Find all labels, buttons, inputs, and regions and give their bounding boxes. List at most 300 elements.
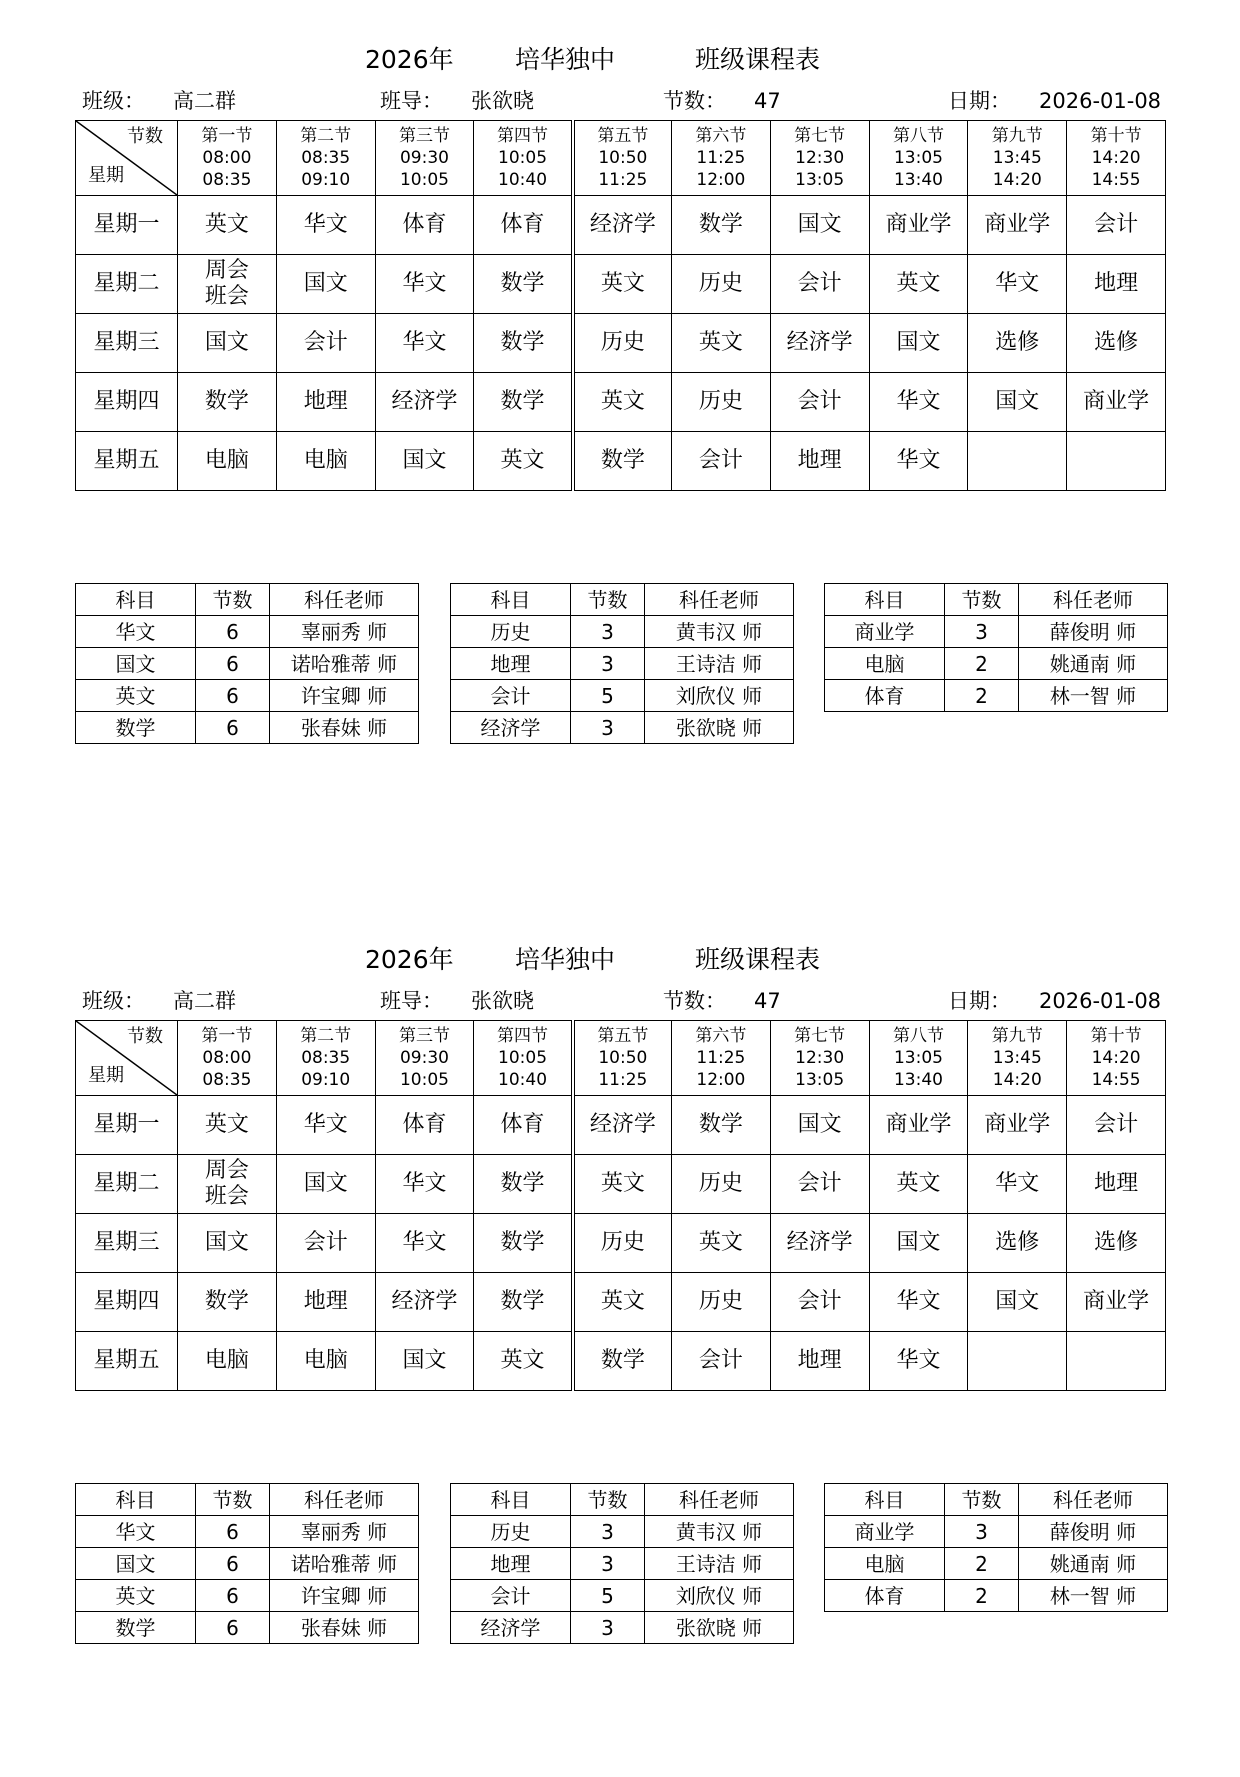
period-start: 13:45 [992,1048,1042,1068]
teacher-table-teacher: 张春妹 师 [270,1612,419,1644]
timetable-header-row [76,121,1166,196]
subject-cell: 电脑 [178,1332,277,1391]
teacher-table-count: 3 [571,712,645,744]
title-name: 班级课程表 [695,45,821,74]
teacher-value: 张欲晓 [471,89,534,113]
teacher-table-count: 2 [945,1580,1019,1612]
teacher-table-heading: 节数 [196,1484,270,1516]
teacher-table-teacher: 王诗洁 师 [645,1548,794,1580]
subject-cell: 数学 [474,1155,573,1214]
period-header [276,1021,375,1096]
teacher-table-header [451,1484,794,1516]
subject-cell: 国文 [178,1214,277,1273]
period-start: 10:05 [498,1048,548,1068]
subject-cell: 会计 [1067,1096,1166,1155]
teacher-table-heading: 科任老师 [645,1484,794,1516]
timetable-body [76,196,1166,491]
period-start: 14:20 [1091,1048,1141,1068]
subject-cell: 华文 [869,1332,968,1391]
day-row [76,1214,1166,1273]
teacher-table-heading: 科目 [76,584,196,616]
teacher-table-subject: 历史 [451,616,571,648]
title-school: 培华独中 [515,945,616,974]
teacher-table-count: 2 [945,680,1019,712]
day-label: 星期一 [76,196,178,255]
subject-cell: 体育 [474,1096,573,1155]
day-label: 星期四 [76,373,178,432]
period-end: 11:25 [598,1070,648,1090]
subject-cell: 会计 [1067,196,1166,255]
period-header [770,1021,869,1096]
period-end: 13:05 [795,1070,845,1090]
period-header [1067,1021,1166,1096]
subject-cell: 国文 [869,314,968,373]
period-start: 09:30 [399,148,449,168]
teacher-table-subject: 经济学 [451,1612,571,1644]
subject-cell: 会计 [770,255,869,314]
document-title [0,42,1240,78]
lessons-label: 节数： [663,89,726,113]
document-title [0,942,1240,978]
period-header [178,1021,277,1096]
subject-cell: 英文 [573,1155,672,1214]
subject-cell: 数学 [474,255,573,314]
teacher-table-count: 6 [196,616,270,648]
subject-cell: 国文 [375,1332,474,1391]
subject-cell [1067,1332,1166,1391]
teacher-table-teacher: 刘欣仪 师 [645,1580,794,1612]
subject-cell: 商业学 [968,196,1067,255]
teacher-table-heading: 科任老师 [1019,584,1168,616]
subject-line: 班会 [204,1184,249,1209]
teacher-table-header [76,584,419,616]
date-value: 2026-01-08 [1039,989,1162,1013]
subject-cell: 华文 [375,1214,474,1273]
period-header [770,121,869,196]
teacher-table-row [76,712,419,744]
title-year: 2026年 [365,45,454,74]
subject-cell: 商业学 [869,1096,968,1155]
teacher-table-row [825,616,1168,648]
teacher-table-heading: 科任老师 [1019,1484,1168,1516]
subject-cell: 华文 [276,196,375,255]
period-name: 第九节 [991,126,1043,146]
period-header [178,121,277,196]
teacher-table-heading: 科任老师 [270,584,419,616]
subject-cell: 英文 [869,255,968,314]
subject-cell: 英文 [671,314,770,373]
period-header [968,1021,1067,1096]
teacher-table-subject: 英文 [76,1580,196,1612]
teacher-table-row [451,712,794,744]
day-row [76,373,1166,432]
teacher-table-teacher: 许宝卿 师 [270,1580,419,1612]
subject-cell: 数学 [474,1214,573,1273]
subject-cell [968,1332,1067,1391]
teacher-table-heading: 科目 [451,584,571,616]
subject-cell: 英文 [474,432,573,491]
period-name: 第四节 [497,126,549,146]
period-header [573,121,672,196]
corner-days-label: 星期 [88,1065,124,1086]
subject-cell: 国文 [770,1096,869,1155]
period-name: 第四节 [497,1026,549,1046]
subject-cell: 华文 [375,1155,474,1214]
period-end: 13:40 [893,1070,943,1090]
teacher-table-row [451,648,794,680]
period-name: 第一节 [201,126,253,146]
teacher-label: 班导： [380,989,443,1013]
teacher-table-count: 6 [196,712,270,744]
subject-line: 周会 [204,1158,249,1183]
subject-cell: 地理 [276,373,375,432]
teacher-table-teacher: 辜丽秀 师 [270,616,419,648]
teacher-table-row [451,1580,794,1612]
period-end: 12:00 [696,1070,746,1090]
teacher-table-count: 3 [945,616,1019,648]
period-name: 第八节 [892,1026,944,1046]
teacher-table-row [451,680,794,712]
subject-cell: 历史 [671,1155,770,1214]
lessons-info [663,986,781,1016]
subject-cell: 国文 [276,255,375,314]
period-name: 第十节 [1090,126,1142,146]
timetable-sheet-2 [0,900,1240,1777]
period-end: 10:40 [498,170,548,190]
teacher-table-heading: 科任老师 [645,584,794,616]
period-header [375,1021,474,1096]
subject-cell: 商业学 [968,1096,1067,1155]
period-name: 第七节 [794,126,846,146]
corner-periods-label: 节数 [127,126,163,147]
subject-cell: 商业学 [1067,373,1166,432]
subject-cell: 数学 [474,314,573,373]
teacher-table-subject: 会计 [451,680,571,712]
subject-cell: 国文 [770,196,869,255]
subject-cell: 体育 [375,1096,474,1155]
period-start: 13:05 [893,148,943,168]
subject-cell: 华文 [375,314,474,373]
subject-cell: 英文 [573,1273,672,1332]
subject-cell [178,255,277,314]
period-end: 13:05 [795,170,845,190]
teacher-table-teacher: 薛俊明 师 [1019,1516,1168,1548]
teacher-table-count: 6 [196,1580,270,1612]
teacher-table-2 [450,1483,794,1644]
subject-cell: 经济学 [375,373,474,432]
period-header [968,121,1067,196]
class-value: 高二群 [173,89,236,113]
teacher-table-teacher: 张欲晓 师 [645,712,794,744]
day-row [76,432,1166,491]
subject-cell [968,432,1067,491]
subject-cell: 历史 [671,255,770,314]
class-value: 高二群 [173,989,236,1013]
teacher-table-subject: 经济学 [451,712,571,744]
teacher-table-teacher: 张春妹 师 [270,712,419,744]
period-end: 14:20 [992,170,1042,190]
teacher-table-count: 3 [571,648,645,680]
day-row [76,196,1166,255]
subject-cell: 华文 [869,1273,968,1332]
teacher-table-subject: 商业学 [825,616,945,648]
day-label: 星期四 [76,1273,178,1332]
subject-cell: 地理 [276,1273,375,1332]
period-start: 10:50 [598,148,648,168]
subject-cell: 国文 [375,432,474,491]
teacher-table-heading: 节数 [571,1484,645,1516]
period-header [375,121,474,196]
subject-cell: 历史 [671,373,770,432]
teacher-table-heading: 节数 [945,1484,1019,1516]
subject-cell: 会计 [770,1273,869,1332]
teacher-table-header [76,1484,419,1516]
teacher-table-heading: 节数 [571,584,645,616]
teacher-table-teacher: 辜丽秀 师 [270,1516,419,1548]
teacher-table-count: 5 [571,1580,645,1612]
subject-line: 班会 [204,284,249,309]
period-start: 14:20 [1091,148,1141,168]
teacher-table-1 [75,583,419,744]
teacher-table-teacher: 黄韦汉 师 [645,1516,794,1548]
subject-cell: 英文 [869,1155,968,1214]
teacher-table-subject: 华文 [76,616,196,648]
lessons-info [663,86,781,116]
teacher-table-heading: 科目 [825,1484,945,1516]
teacher-table-teacher: 林一智 师 [1019,680,1168,712]
subject-cell: 华文 [375,255,474,314]
teacher-table-heading: 科任老师 [270,1484,419,1516]
subject-cell: 英文 [573,373,672,432]
period-name: 第二节 [300,126,352,146]
period-header [276,121,375,196]
title-school: 培华独中 [515,45,616,74]
subject-cell: 地理 [770,432,869,491]
subject-cell: 英文 [474,1332,573,1391]
teacher-label: 班导： [380,89,443,113]
teacher-table-subject: 电脑 [825,1548,945,1580]
subject-cell: 数学 [573,432,672,491]
subject-cell: 国文 [869,1214,968,1273]
homeroom-teacher-info [380,986,534,1016]
teacher-value: 张欲晓 [471,989,534,1013]
period-start: 13:45 [992,148,1042,168]
period-name: 第六节 [695,1026,747,1046]
teacher-table-subject: 数学 [76,712,196,744]
subject-cell [178,1155,277,1214]
day-row [76,255,1166,314]
period-end: 14:55 [1091,1070,1141,1090]
teacher-table-row [76,1580,419,1612]
teacher-table-heading: 科目 [451,1484,571,1516]
teacher-table-row [451,1548,794,1580]
teacher-table-heading: 节数 [945,584,1019,616]
subject-cell: 选修 [1067,314,1166,373]
subject-cell: 会计 [276,314,375,373]
teacher-table-subject: 地理 [451,1548,571,1580]
period-end: 10:05 [399,1070,449,1090]
teacher-table-subject: 国文 [76,648,196,680]
teacher-table-row [825,680,1168,712]
teacher-table-subject: 英文 [76,680,196,712]
subject-cell: 数学 [671,196,770,255]
homeroom-teacher-info [380,86,534,116]
teacher-table-teacher: 诺哈雅蒂 师 [270,1548,419,1580]
corner-cell [76,1021,178,1096]
subject-cell: 地理 [1067,255,1166,314]
day-row [76,1332,1166,1391]
period-start: 11:25 [696,1048,746,1068]
teacher-table-header [825,584,1168,616]
subject-cell: 华文 [869,373,968,432]
day-row [76,1155,1166,1214]
teacher-table-teacher: 张欲晓 师 [645,1612,794,1644]
subject-cell: 经济学 [770,314,869,373]
subject-cell: 国文 [178,314,277,373]
subject-cell: 会计 [671,1332,770,1391]
period-name: 第七节 [794,1026,846,1046]
teacher-table-row [451,1612,794,1644]
subject-cell: 数学 [474,1273,573,1332]
class-info [82,86,236,116]
subject-cell: 数学 [671,1096,770,1155]
teacher-table-row [825,1580,1168,1612]
teacher-table-1 [75,1483,419,1644]
period-end: 09:10 [301,170,351,190]
date-value: 2026-01-08 [1039,89,1162,113]
subject-cell: 地理 [1067,1155,1166,1214]
period-header [869,121,968,196]
teacher-table-subject: 地理 [451,648,571,680]
timetable [75,1020,1166,1391]
teacher-table-row [76,1516,419,1548]
teacher-table-teacher: 许宝卿 师 [270,680,419,712]
period-end: 14:55 [1091,170,1141,190]
period-start: 08:00 [202,148,252,168]
day-label: 星期三 [76,1214,178,1273]
teacher-table-row [76,1548,419,1580]
subject-cell: 体育 [375,196,474,255]
subject-cell: 数学 [573,1332,672,1391]
subject-line: 周会 [204,258,249,283]
teacher-table-teacher: 刘欣仪 师 [645,680,794,712]
teacher-table-teacher: 姚通南 师 [1019,1548,1168,1580]
period-end: 11:25 [598,170,648,190]
subject-cell: 华文 [276,1096,375,1155]
period-header [869,1021,968,1096]
subject-cell: 电脑 [178,432,277,491]
teacher-table-teacher: 王诗洁 师 [645,648,794,680]
teacher-table-teacher: 林一智 师 [1019,1580,1168,1612]
day-label: 星期五 [76,1332,178,1391]
day-label: 星期一 [76,1096,178,1155]
teacher-table-count: 3 [945,1516,1019,1548]
period-end: 08:35 [202,1070,252,1090]
teacher-table-subject: 数学 [76,1612,196,1644]
corner-days-label: 星期 [88,165,124,186]
teacher-table-row [76,680,419,712]
subject-cell: 数学 [474,373,573,432]
day-label: 星期三 [76,314,178,373]
subject-cell: 会计 [671,432,770,491]
period-name: 第六节 [695,126,747,146]
period-name: 第十节 [1090,1026,1142,1046]
subject-cell: 国文 [968,373,1067,432]
period-start: 11:25 [696,148,746,168]
teacher-table-row [825,1548,1168,1580]
period-start: 08:00 [202,1048,252,1068]
teacher-table-count: 6 [196,648,270,680]
teacher-table-subject: 电脑 [825,648,945,680]
teacher-table-header [451,584,794,616]
teacher-table-header [825,1484,1168,1516]
teacher-table-subject: 体育 [825,1580,945,1612]
teacher-table-count: 2 [945,648,1019,680]
period-name: 第八节 [892,126,944,146]
date-label: 日期： [948,989,1011,1013]
teacher-table-count: 3 [571,616,645,648]
period-header [474,121,573,196]
title-year: 2026年 [365,945,454,974]
subject-cell: 英文 [573,255,672,314]
subject-cell: 英文 [178,1096,277,1155]
subject-cell: 华文 [968,255,1067,314]
period-start: 10:50 [598,1048,648,1068]
period-header [474,1021,573,1096]
timetable-body [76,1096,1166,1391]
subject-cell: 历史 [573,1214,672,1273]
period-name: 第一节 [201,1026,253,1046]
teacher-table-teacher: 姚通南 师 [1019,648,1168,680]
teacher-table-subject: 商业学 [825,1516,945,1548]
class-info [82,986,236,1016]
day-row [76,314,1166,373]
period-start: 08:35 [301,1048,351,1068]
corner-periods-label: 节数 [127,1026,163,1047]
period-end: 12:00 [696,170,746,190]
teacher-table-row [76,616,419,648]
teacher-table-heading: 科目 [825,584,945,616]
period-start: 10:05 [498,148,548,168]
subject-cell: 华文 [968,1155,1067,1214]
subject-cell: 国文 [276,1155,375,1214]
period-name: 第三节 [398,1026,450,1046]
subject-cell: 经济学 [573,196,672,255]
teacher-table-subject: 体育 [825,680,945,712]
teacher-table-row [76,1612,419,1644]
teacher-table-row [451,616,794,648]
subject-cell: 电脑 [276,432,375,491]
subject-cell: 会计 [770,373,869,432]
period-header [573,1021,672,1096]
subject-cell: 历史 [671,1273,770,1332]
period-end: 09:10 [301,1070,351,1090]
period-start: 12:30 [795,148,845,168]
subject-cell: 经济学 [573,1096,672,1155]
date-label: 日期： [948,89,1011,113]
title-name: 班级课程表 [695,945,821,974]
class-label: 班级： [82,989,145,1013]
subject-cell: 商业学 [1067,1273,1166,1332]
teacher-table-2 [450,583,794,744]
teacher-table-teacher: 薛俊明 师 [1019,616,1168,648]
subject-cell: 会计 [276,1214,375,1273]
period-name: 第五节 [597,1026,649,1046]
teacher-table-count: 6 [196,1612,270,1644]
period-header [1067,121,1166,196]
day-row [76,1273,1166,1332]
subject-cell: 商业学 [869,196,968,255]
